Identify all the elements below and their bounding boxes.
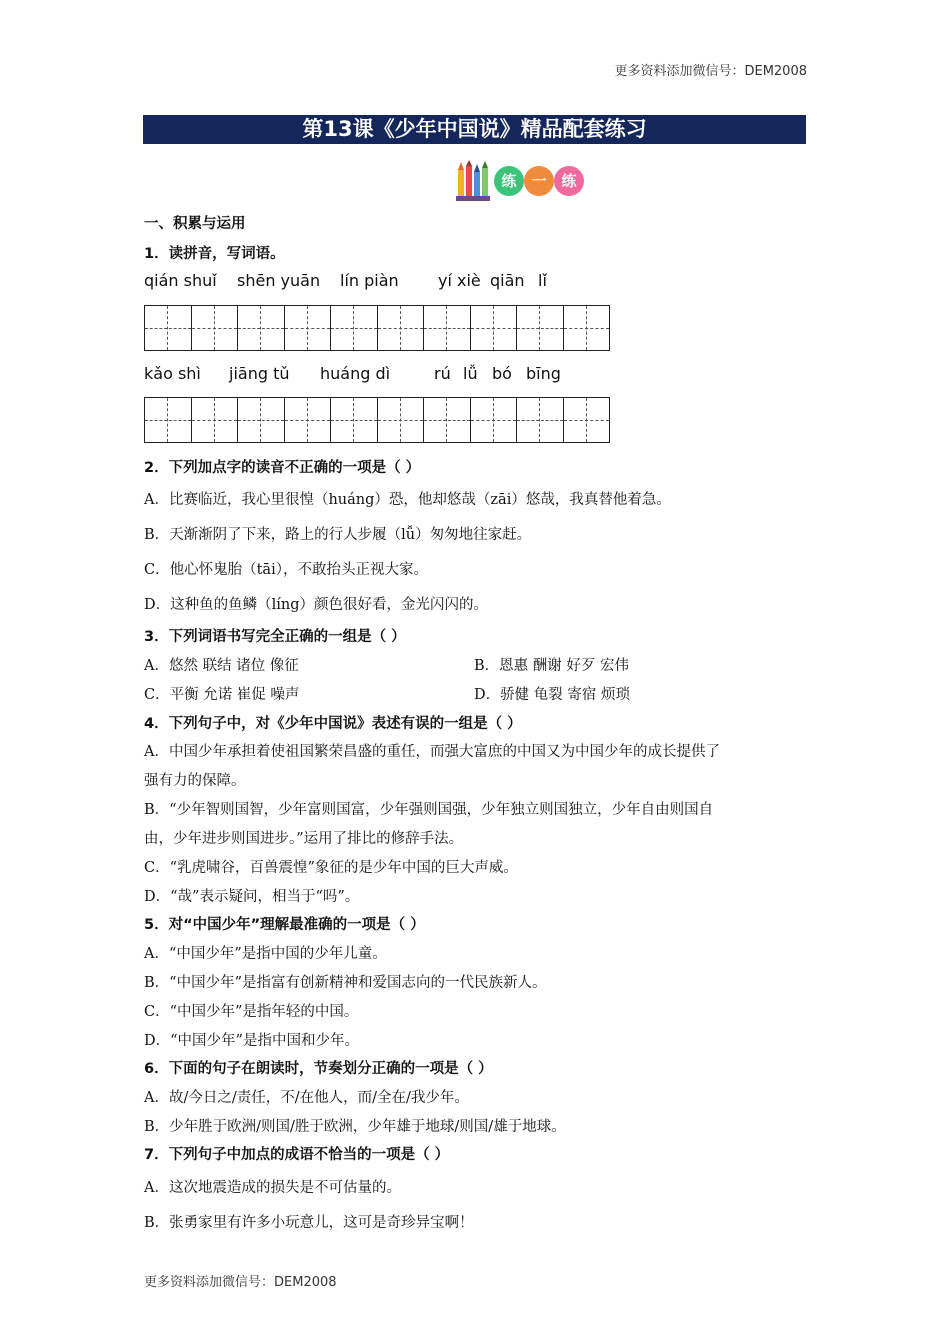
q2-option-b: B．天渐渐阴了下来，路上的行人步履（lǚ）匆匆地往家赶。 xyxy=(144,527,532,543)
q2-option-c: C．他心怀鬼胎（tāi），不敢抬头正视大家。 xyxy=(144,562,428,578)
q2-option-a: A．比赛临近，我心里很惶（huáng）恐，他却悠哉（zāi）悠哉，我真替他着急。 xyxy=(144,492,671,508)
q6-stem: 6．下面的句子在朗读时，节奏划分正确的一项是（ ） xyxy=(144,1061,493,1077)
q7-option-b: B．张勇家里有许多小玩意儿，这可是奇珍异宝啊！ xyxy=(144,1215,474,1231)
pinyin-9: huáng dì xyxy=(320,364,391,383)
pinyin-11: lǚ xyxy=(463,364,478,383)
q4-option-d: D．“哉”表示疑问，相当于“吗”。 xyxy=(144,889,360,905)
q2-stem: 2．下列加点字的读音不正确的一项是（ ） xyxy=(144,460,421,476)
writing-grid-2[interactable] xyxy=(144,397,608,443)
q4-option-b-line1: B．“少年智则国智，少年富则国富，少年强则国强，少年独立则国独立，少年自由则国自 xyxy=(144,802,714,818)
badge-char-1: 练 xyxy=(494,166,524,196)
pinyin-1: qián shuǐ xyxy=(144,271,217,290)
q3-option-c: C．平衡 允诺 崔促 噪声 xyxy=(144,687,300,703)
pinyin-7: kǎo shì xyxy=(144,364,201,383)
q5-option-a: A．“中国少年”是指中国的少年儿童。 xyxy=(144,946,387,962)
q6-option-a: A．故/今日之/责任，不/在他人，而/全在/我少年。 xyxy=(144,1090,469,1106)
pinyin-3: lín piàn xyxy=(340,271,399,290)
q3-option-a: A．悠然 联结 诸位 像征 xyxy=(144,658,299,674)
page-footer: 更多资料添加微信号：DEM2008 xyxy=(144,1275,337,1290)
q2-option-d: D．这种鱼的鱼鳞（líng）颜色很好看，金光闪闪的。 xyxy=(144,597,489,613)
practice-badge xyxy=(456,160,586,202)
pinyin-5: qiān xyxy=(490,271,525,290)
page-title: 第13课《少年中国说》精品配套练习 xyxy=(143,115,806,144)
q4-option-b-line2: 由，少年进步则国进步。”运用了排比的修辞手法。 xyxy=(144,831,464,847)
q5-option-c: C．“中国少年”是指年轻的中国。 xyxy=(144,1004,359,1020)
q3-stem: 3．下列词语书写完全正确的一组是（ ） xyxy=(144,629,406,645)
pinyin-13: bīng xyxy=(526,364,561,383)
pinyin-2: shēn yuān xyxy=(237,271,321,290)
q6-option-b: B．少年胜于欧洲/则国/胜于欧洲，少年雄于地球/则国/雄于地球。 xyxy=(144,1119,566,1135)
q5-stem: 5．对“中国少年”理解最准确的一项是（ ） xyxy=(144,917,425,933)
badge-char-2: 一 xyxy=(524,166,554,196)
section-heading: 一、积累与运用 xyxy=(144,216,246,232)
pinyin-8: jiāng tǔ xyxy=(229,364,290,383)
q1-stem: 1．读拼音，写词语。 xyxy=(144,246,285,262)
badge-char-3: 练 xyxy=(554,166,584,196)
q7-option-a: A．这次地震造成的损失是不可估量的。 xyxy=(144,1180,401,1196)
page-header: 更多资料添加微信号：DEM2008 xyxy=(614,64,807,79)
q7-stem: 7．下列句子中加点的成语不恰当的一项是（ ） xyxy=(144,1147,450,1163)
q4-stem: 4．下列句子中，对《少年中国说》表述有误的一组是（ ） xyxy=(144,716,522,732)
pinyin-10: rú xyxy=(434,364,451,383)
pinyin-6: lǐ xyxy=(538,271,547,290)
q3-option-b: B．恩惠 酬谢 好歹 宏伟 xyxy=(474,658,629,674)
q4-option-a-line2: 强有力的保障。 xyxy=(144,773,246,789)
writing-grid-1[interactable] xyxy=(144,305,608,351)
q4-option-c: C．“乳虎啸谷，百兽震惶”象征的是少年中国的巨大声威。 xyxy=(144,860,518,876)
q5-option-b: B．“中国少年”是指富有创新精神和爱国志向的一代民族新人。 xyxy=(144,975,547,991)
pinyin-4: yí xiè xyxy=(438,271,481,290)
pinyin-12: bó xyxy=(492,364,512,383)
q3-option-d: D．骄健 龟裂 寄宿 烦琐 xyxy=(474,687,630,703)
q4-option-a-line1: A．中国少年承担着使祖国繁荣昌盛的重任，而强大富庶的中国又为中国少年的成长提供了 xyxy=(144,744,720,760)
q5-option-d: D．“中国少年”是指中国和少年。 xyxy=(144,1033,359,1049)
